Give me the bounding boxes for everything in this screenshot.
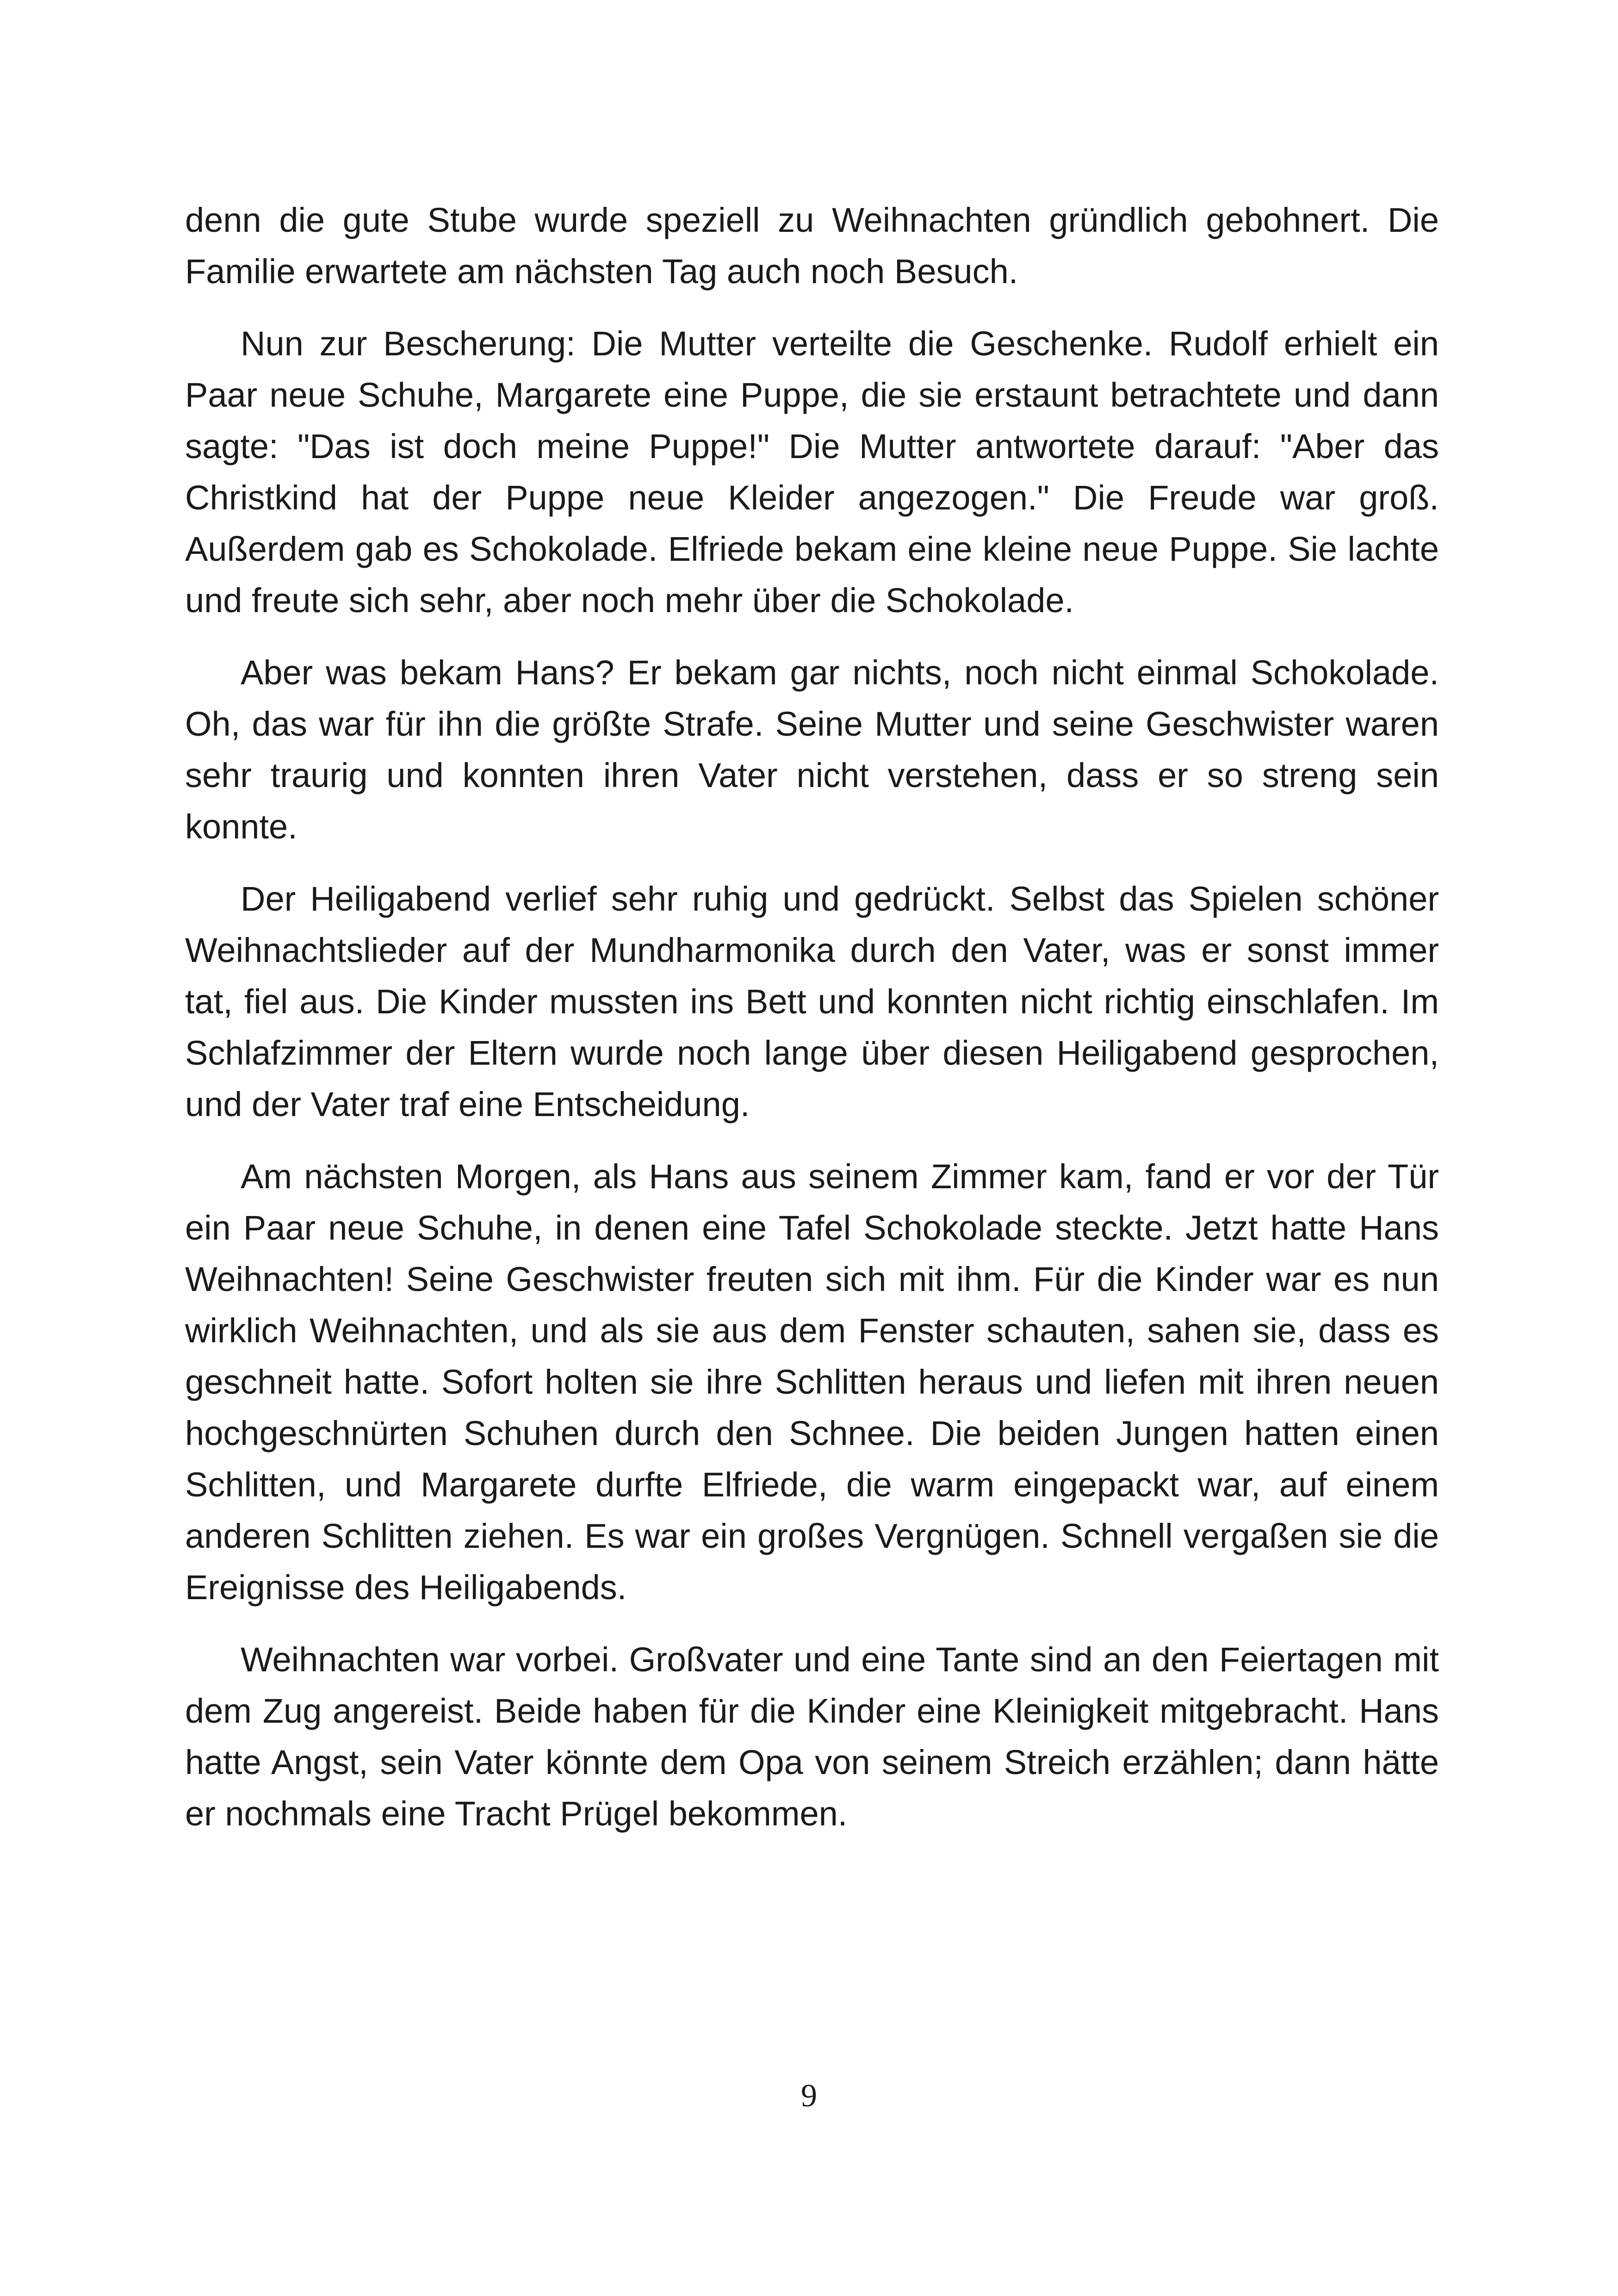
paragraph: Weihnachten war vorbei. Großvater und eine Tante sind an den Feiertagen mit dem Zug angereist. Beide haben für die Kinder eine Kleinigkeit mitgebracht. Hans hatte Angst, sein Vater könnte dem Opa von seinem Streich erzählen; dann hätte er nochmals eine Tracht Prügel bekommen.: [185, 1640, 1439, 1833]
paragraph: Der Heiligabend verlief sehr ruhig und gedrückt. Selbst das Spielen schöner Weihnachtslieder auf der Mundharmonika durch den Vater, was er sonst immer tat, fiel aus. Die Kinder mussten ins Bett und konnten nicht richtig einschlafen. Im Schlafzimmer der Eltern wurde noch lange über diesen Heiligabend gesprochen, und der Vater traf eine Entscheidung.: [185, 880, 1439, 1123]
paragraph: Aber was bekam Hans? Er bekam gar nichts, noch nicht einmal Schokolade. Oh, das war für ihn die größte Strafe. Seine Mutter und seine Geschwister waren sehr traurig und konnten ihren Vater nicht verstehen, dass er so streng sein konnte.: [185, 653, 1439, 846]
body-text: [185, 194, 1439, 1860]
paragraph: Nun zur Bescherung: Die Mutter verteilte die Geschenke. Rudolf erhielt ein Paar neue Schuhe, Margarete eine Puppe, die sie erstaunt betrachtete und dann sagte: "Das ist doch meine Puppe!" Die Mutter antwortete darauf: "Aber das Christkind hat der Puppe neue Kleider angezogen." Die Freude war groß. Außerdem gab es Schokolade. Elfriede bekam eine kleine neue Puppe. Sie lachte und freute sich sehr, aber noch mehr über die Schokolade.: [185, 324, 1439, 620]
page-number: 9: [801, 2078, 817, 2114]
paragraph: Am nächsten Morgen, als Hans aus seinem Zimmer kam, fand er vor der Tür ein Paar neue Schuhe, in denen eine Tafel Schokolade steckte. Jetzt hatte Hans Weihnachten! Seine Geschwister freuten sich mit ihm. Für die Kinder war es nun wirklich Weihnachten, und als sie aus dem Fenster schauten, sahen sie, dass es geschneit hatte. Sofort holten sie ihre Schlitten heraus und liefen mit ihren neuen hochgeschnürten Schuhen durch den Schnee. Die beiden Jungen hatten einen Schlitten, und Margarete durfte Elfriede, die warm eingepackt war, auf einem anderen Schlitten ziehen. Es war ein großes Vergnügen. Schnell vergaßen sie die Ereignisse des Heiligabends.: [185, 1157, 1439, 1607]
paragraph: denn die gute Stube wurde speziell zu Weihnachten gründlich gebohnert. Die Familie erwartete am nächsten Tag auch noch Besuch.: [185, 201, 1439, 291]
